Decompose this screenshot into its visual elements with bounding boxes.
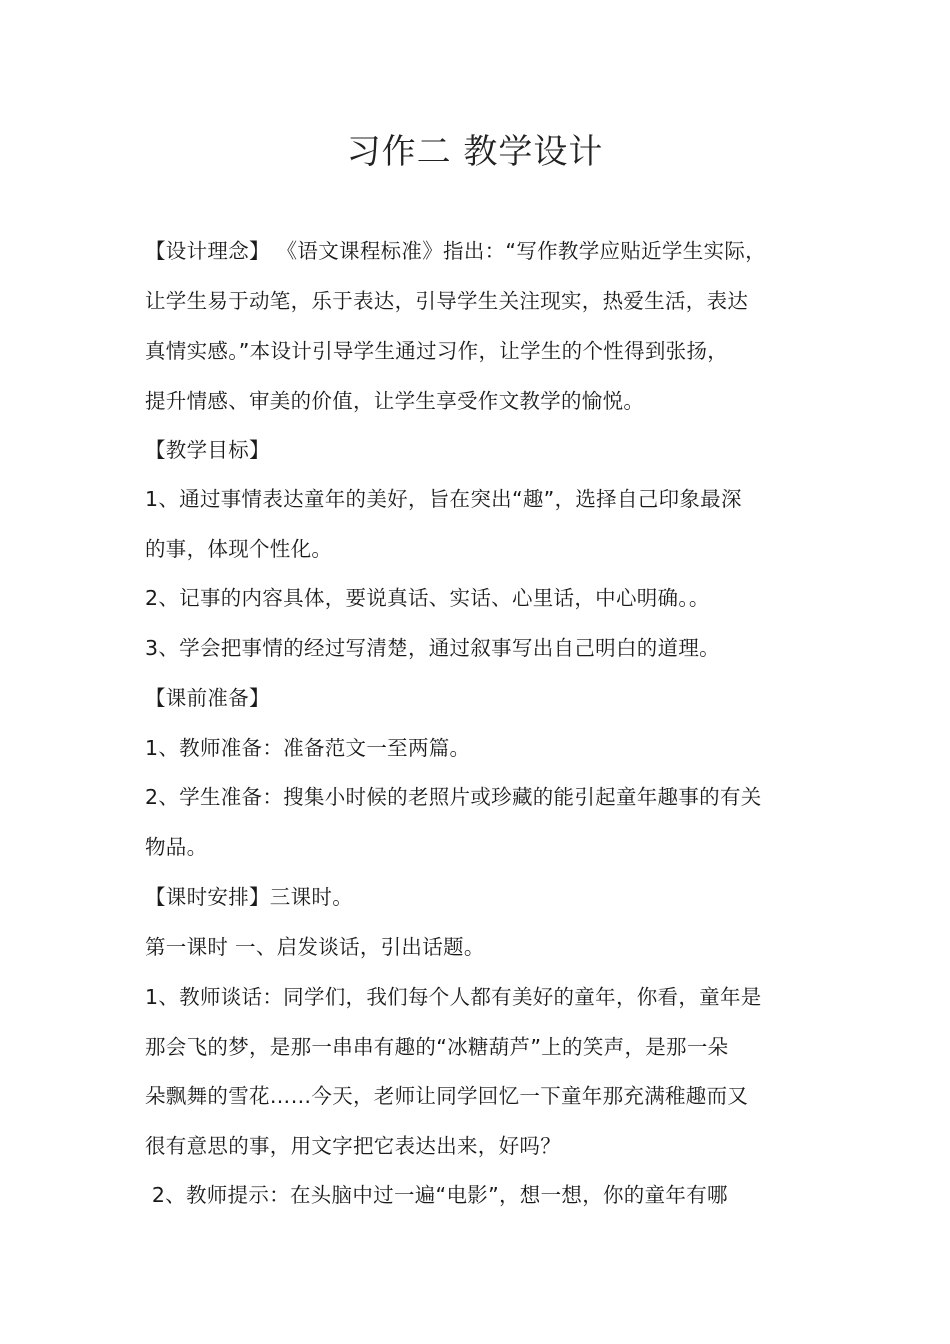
section-heading: 【课时安排】三课时。 (145, 885, 353, 909)
text-line: 【设计理念】 《语文课程标准》指出：“写作教学应贴近学生实际， (145, 239, 766, 263)
text-line: 很有意思的事，用文字把它表达出来，好吗？ (145, 1134, 561, 1158)
text-line: 让学生易于动笔，乐于表达，引导学生关注现实，热爱生活，表达 (145, 289, 749, 313)
text-line: 2、学生准备：搜集小时候的老照片或珍藏的能引起童年趣事的有关 (145, 785, 762, 809)
text-line: 2、教师提示：在头脑中过一遍“电影”，想一想，你的童年有哪 (145, 1183, 728, 1207)
text-line: 那会飞的梦，是那一串串有趣的“冰糖葫芦”上的笑声，是那一朵 (145, 1035, 729, 1059)
text-line: 物品。 (145, 835, 208, 859)
section-heading: 【教学目标】 (145, 438, 270, 462)
text-line: 提升情感、审美的价值，让学生享受作文教学的愉悦。 (145, 389, 645, 413)
text-line: 1、通过事情表达童年的美好，旨在突出“趣”，选择自己印象最深 (145, 487, 742, 511)
section-heading: 【课前准备】 (145, 686, 270, 710)
text-line: 1、教师谈话：同学们，我们每个人都有美好的童年，你看，童年是 (145, 985, 762, 1009)
text-line: 1、教师准备：准备范文一至两篇。 (145, 736, 471, 760)
text-line: 第一课时 一、启发谈话，引出话题。 (145, 935, 485, 959)
text-line: 3、学会把事情的经过写清楚，通过叙事写出自己明白的道理。 (145, 636, 720, 660)
text-line: 的事，体现个性化。 (145, 537, 333, 561)
text-line: 2、记事的内容具体，要说真话、实话、心里话，中心明确。。 (145, 586, 710, 610)
text-line: 真情实感。”本设计引导学生通过习作，让学生的个性得到张扬， (145, 339, 729, 363)
document-title: 习作二 教学设计 (346, 132, 604, 172)
text-line: 朵飘舞的雪花……今天，老师让同学回忆一下童年那充满稚趣而又 (145, 1084, 749, 1108)
